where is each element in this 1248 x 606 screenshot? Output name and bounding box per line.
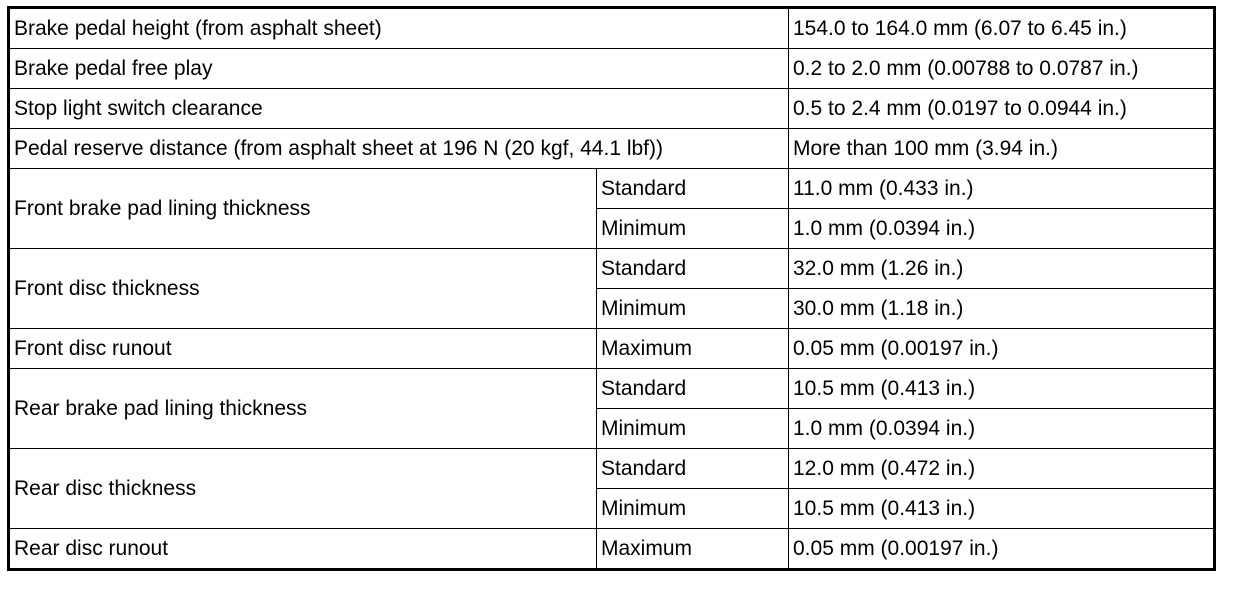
table-row [9,249,1215,289]
spec-condition-cell: Standard [597,169,789,209]
spec-value-cell: 1.0 mm (0.0394 in.) [789,409,1215,449]
spec-item-cell: Front brake pad lining thickness [9,169,597,249]
spec-item-cell: Rear disc thickness [9,449,597,529]
table-row [9,8,1215,49]
spec-value-cell: 0.05 mm (0.00197 in.) [789,329,1215,369]
spec-item-cell: Front disc runout [9,329,597,369]
spec-condition-cell: Minimum [597,289,789,329]
spec-value-cell: 10.5 mm (0.413 in.) [789,489,1215,529]
spec-condition-cell: Standard [597,369,789,409]
spec-condition-cell: Standard [597,249,789,289]
spec-condition-cell: Maximum [597,529,789,570]
spec-value-cell: 11.0 mm (0.433 in.) [789,169,1215,209]
spec-condition-cell: Maximum [597,329,789,369]
spec-value-cell: 0.5 to 2.4 mm (0.0197 to 0.0944 in.) [789,89,1215,129]
spec-value-cell: 12.0 mm (0.472 in.) [789,449,1215,489]
spec-value-cell: 10.5 mm (0.413 in.) [789,369,1215,409]
table-row [9,169,1215,209]
spec-table-body [9,8,1215,570]
spec-condition-cell: Standard [597,449,789,489]
spec-condition-cell: Minimum [597,409,789,449]
table-row [9,529,1215,570]
spec-condition-cell: Minimum [597,209,789,249]
table-row [9,369,1215,409]
spec-value-cell: 1.0 mm (0.0394 in.) [789,209,1215,249]
spec-value-cell: 0.2 to 2.0 mm (0.00788 to 0.0787 in.) [789,49,1215,89]
spec-value-cell: 32.0 mm (1.26 in.) [789,249,1215,289]
table-row [9,129,1215,169]
spec-item-cell: Stop light switch clearance [9,89,789,129]
table-row [9,89,1215,129]
spec-item-cell: Brake pedal free play [9,49,789,89]
spec-table [7,6,1216,571]
spec-item-cell: Brake pedal height (from asphalt sheet) [9,8,789,49]
spec-value-cell: 30.0 mm (1.18 in.) [789,289,1215,329]
spec-value-cell: 154.0 to 164.0 mm (6.07 to 6.45 in.) [789,8,1215,49]
table-row [9,329,1215,369]
spec-value-cell: 0.05 mm (0.00197 in.) [789,529,1215,570]
spec-item-cell: Front disc thickness [9,249,597,329]
spec-item-cell: Pedal reserve distance (from asphalt sheet at 196 N (20 kgf, 44.1 lbf)) [9,129,789,169]
spec-condition-cell: Minimum [597,489,789,529]
table-row [9,49,1215,89]
table-row [9,449,1215,489]
spec-item-cell: Rear brake pad lining thickness [9,369,597,449]
spec-item-cell: Rear disc runout [9,529,597,570]
spec-value-cell: More than 100 mm (3.94 in.) [789,129,1215,169]
